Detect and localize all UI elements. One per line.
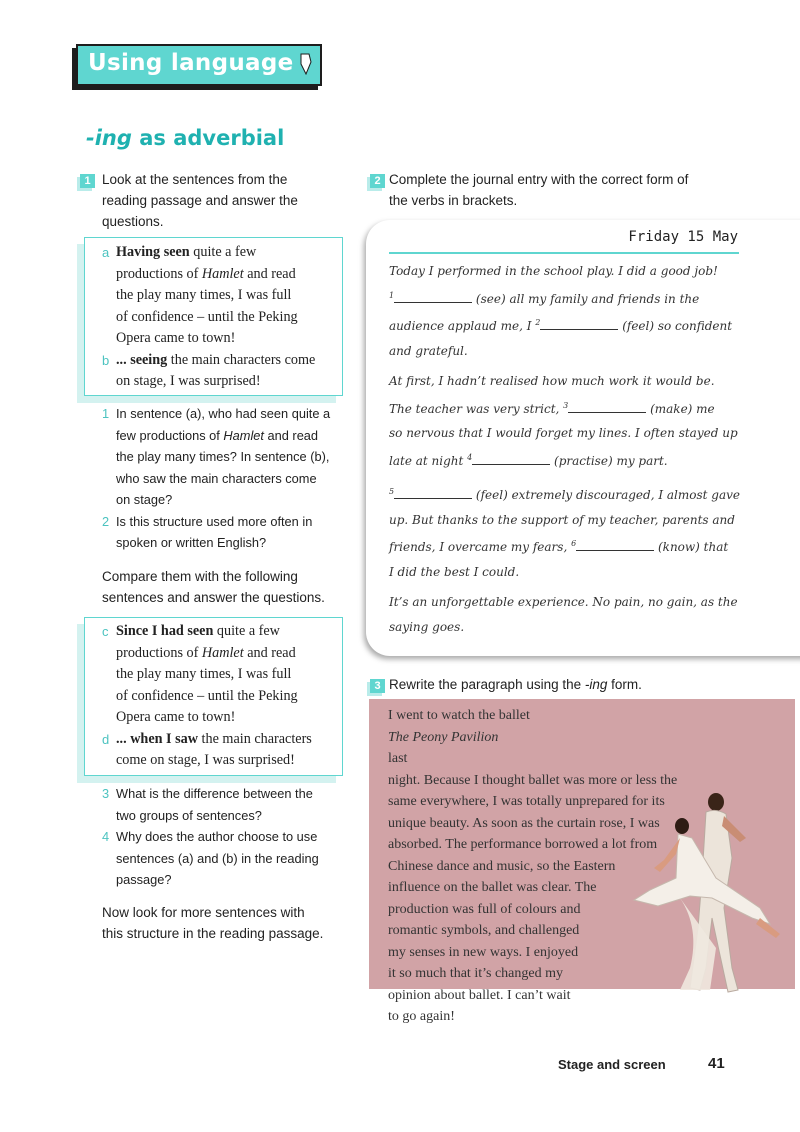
text-segment: friends, I overcame my fears,	[389, 540, 572, 554]
instruction-line: Now look for more sentences with	[102, 905, 305, 920]
text-segment: The teacher was very strict,	[389, 401, 564, 416]
text-line	[116, 664, 341, 686]
text-segment: passage?	[116, 872, 172, 887]
questions-1-2	[102, 403, 346, 554]
text-segment: quite a few	[189, 244, 257, 260]
example-sentence	[102, 621, 341, 729]
text-segment: (know) that	[654, 540, 729, 554]
blank-number: 2	[535, 318, 541, 327]
journal-line	[389, 339, 749, 364]
journal-divider	[389, 252, 739, 254]
text-segment: to go again!	[388, 1009, 455, 1024]
answer-blank	[394, 488, 472, 499]
instruction-line: questions.	[102, 214, 164, 229]
questions-3-4	[102, 783, 346, 891]
text-segment: Today I performed in the school play. I did a good job!	[389, 264, 718, 278]
text-segment: unique beauty. As soon as the curtain rose, I was	[388, 815, 660, 831]
example-letter: c	[102, 624, 109, 639]
text-segment: quite a few	[213, 623, 280, 639]
text-segment: Why does the author choose to use	[116, 829, 318, 844]
instruction-line: this structure in the reading passage.	[102, 926, 324, 941]
answer-blank	[576, 540, 654, 551]
italic-text: Hamlet	[201, 644, 244, 661]
blank-number: 5	[389, 487, 395, 496]
question-item	[102, 783, 346, 826]
bold-text: ... when I saw	[116, 730, 198, 747]
text-segment: who saw the main characters come	[116, 470, 317, 486]
text-line	[116, 425, 346, 447]
text-line	[116, 489, 346, 511]
text-segment: same everywhere, I was totally unprepared for its	[388, 794, 665, 809]
journal-date: Friday 15 May	[628, 229, 738, 245]
text-segment: and read	[243, 265, 296, 282]
example-sentence	[102, 350, 341, 393]
text-line	[116, 848, 346, 870]
italic-text: Hamlet	[201, 265, 244, 282]
text-line	[116, 285, 341, 307]
text-line	[116, 750, 341, 772]
instruction-line: reading passage and answer the	[102, 193, 298, 208]
text-line	[116, 826, 346, 848]
journal-line	[389, 560, 749, 585]
page-number: 41	[708, 1055, 725, 1072]
journal-line	[389, 446, 749, 474]
text-segment: my senses in new ways. I enjoyed	[388, 944, 579, 960]
example-letter: b	[102, 352, 110, 368]
examples-cd	[102, 621, 341, 772]
task-number-badge: 2	[370, 174, 385, 188]
text-line	[116, 446, 346, 468]
text-segment: What is the difference between the	[116, 786, 313, 801]
instruction-line: Complete the journal entry with the correct form of	[389, 172, 689, 187]
text-segment: (feel) so confident	[618, 319, 733, 333]
text-line	[116, 307, 341, 329]
text-segment: production was full of colours and	[388, 901, 581, 917]
text-segment: the main characters come	[167, 351, 316, 368]
text-segment: on stage?	[116, 492, 173, 507]
text-segment: (feel) extremely discouraged, I almost gave	[472, 488, 741, 502]
blank-number: 4	[467, 452, 473, 462]
text-segment: last	[388, 751, 408, 766]
answer-blank	[540, 319, 618, 330]
text-line	[116, 468, 346, 490]
task2-instruction	[389, 169, 688, 211]
journal-line	[389, 284, 749, 312]
journal-paragraph	[389, 590, 749, 639]
question-number: 2	[102, 513, 110, 529]
text-segment: absorbed. The performance borrowed a lot from	[388, 837, 658, 852]
instruction-line: Look at the sentences from the	[102, 172, 288, 187]
ballet-dancers-photo	[620, 768, 790, 998]
text-segment: In sentence (a), who had seen quite a	[116, 406, 331, 421]
text-segment: the play many times, I was full	[116, 666, 292, 682]
text-segment: the play many times, I was full	[116, 287, 292, 303]
text-segment: and read	[263, 427, 319, 443]
journal-paragraph	[389, 480, 749, 584]
text-segment: Rewrite the paragraph using the	[389, 677, 585, 692]
italic-text: The Peony Pavilion	[388, 729, 499, 745]
text-segment: Opera came to town!	[116, 709, 236, 725]
question-number: 3	[102, 786, 110, 801]
journal-line	[389, 615, 749, 640]
answer-blank	[394, 292, 472, 303]
text-line	[116, 264, 341, 286]
example-letter: a	[102, 245, 110, 260]
text-segment: it so much that it’s changed my	[388, 966, 563, 981]
text-line	[116, 328, 341, 350]
bookmark-icon	[300, 53, 312, 75]
text-segment: saying goes.	[389, 619, 465, 634]
text-segment: I went to watch the ballet	[388, 708, 530, 723]
text-segment: up. But thanks to the support of my teacher, parents and	[389, 512, 735, 527]
text-segment: (practise) my part.	[550, 453, 668, 468]
text-segment: At first, I hadn’t realised how much work it would be.	[389, 374, 715, 388]
text-line	[116, 532, 346, 554]
example-sentence	[102, 242, 341, 350]
journal-line	[389, 421, 749, 446]
section-banner	[76, 44, 322, 86]
text-segment: productions of	[116, 265, 202, 282]
text-line	[116, 783, 346, 805]
text-segment: and read	[243, 644, 296, 661]
banner-title: Using language	[88, 50, 294, 76]
text-line	[116, 242, 341, 264]
answer-blank	[568, 402, 646, 413]
text-segment: come on stage, I was surprised!	[116, 752, 295, 768]
journal-line	[389, 259, 749, 284]
journal-line	[389, 369, 749, 394]
text-segment: productions of	[116, 644, 202, 661]
text-segment: I did the best I could.	[389, 564, 520, 579]
question-number: 1	[102, 406, 110, 421]
text-segment: the main characters	[198, 730, 312, 747]
section-title	[86, 126, 284, 150]
text-segment: on stage, I was surprised!	[116, 373, 261, 389]
text-segment: sentences (a) and (b) in the reading	[116, 850, 319, 866]
text-segment: It’s an unforgettable experience. No pain, no gain, as the	[389, 595, 738, 609]
question-item	[102, 511, 346, 554]
closing-instruction	[102, 902, 323, 944]
bold-text: Having seen	[116, 244, 190, 260]
task-number-badge: 3	[370, 679, 385, 693]
example-sentence	[102, 729, 341, 772]
text-segment: night. Because I thought ballet was more or less the	[388, 772, 678, 788]
text-line	[116, 621, 341, 643]
text-segment: spoken or written English?	[116, 535, 267, 550]
question-item	[102, 403, 346, 511]
text-line	[116, 707, 341, 729]
text-line	[116, 350, 341, 372]
bold-text: ... seeing	[116, 351, 168, 368]
text-segment: of confidence – until the Peking	[116, 687, 298, 704]
text-segment: romantic symbols, and challenged	[388, 923, 580, 938]
journal-line	[389, 532, 749, 560]
journal-line	[389, 480, 749, 508]
text-line	[116, 511, 346, 533]
text-segment: audience applaud me, I	[389, 319, 536, 333]
bold-text: Since I had seen	[116, 623, 214, 639]
compare-instruction	[102, 566, 325, 608]
text-line	[116, 686, 341, 708]
italic-text: Hamlet	[223, 427, 264, 443]
task-number-badge: 1	[80, 174, 95, 188]
text-segment: form.	[607, 677, 642, 692]
text-segment: the play many times? In sentence (b),	[116, 449, 330, 464]
text-segment: and grateful.	[389, 343, 468, 358]
text-line	[116, 643, 341, 665]
text-segment: few productions of	[116, 427, 224, 443]
italic-text: -ing	[584, 677, 608, 692]
text-line	[116, 729, 341, 751]
text-segment: so nervous that I would forget my lines. I often stayed up	[389, 426, 738, 440]
text-line	[116, 805, 346, 827]
task1-instruction	[102, 169, 298, 232]
text-line	[116, 403, 346, 425]
task3-instruction	[389, 674, 642, 695]
section-title-prefix: -ing	[86, 126, 132, 150]
blank-number: 1	[389, 290, 395, 300]
example-letter: d	[102, 731, 110, 747]
instruction-line: Compare them with the following	[102, 569, 298, 584]
text-segment: late at night	[389, 453, 468, 468]
text-segment: (see) all my family and friends in the	[472, 291, 700, 306]
blank-number: 3	[563, 400, 569, 410]
text-segment: Chinese dance and music, so the Eastern	[388, 858, 616, 874]
examples-ab	[102, 242, 341, 393]
blank-number: 6	[571, 539, 577, 548]
question-item	[102, 826, 346, 891]
paragraph-line	[388, 1006, 718, 1028]
journal-line	[389, 508, 749, 533]
instruction-line: sentences and answer the questions.	[102, 590, 325, 605]
text-line	[116, 371, 341, 393]
section-title-rest: as adverbial	[131, 126, 285, 150]
journal-line	[389, 590, 749, 615]
journal-line	[389, 311, 749, 339]
text-segment: two groups of sentences?	[116, 807, 262, 823]
question-number: 4	[102, 829, 110, 844]
text-segment: of confidence – until the Peking	[116, 308, 298, 325]
text-line	[116, 869, 346, 891]
text-segment: Opera came to town!	[116, 330, 236, 346]
instruction-line: the verbs in brackets.	[389, 193, 518, 208]
text-segment: (make) me	[646, 401, 715, 416]
text-segment: influence on the ballet was clear. The	[388, 880, 597, 895]
answer-blank	[472, 454, 550, 465]
text-segment: Is this structure used more often in	[116, 513, 313, 529]
text-segment: opinion about ballet. I can’t wait	[388, 987, 571, 1003]
paragraph-line	[388, 705, 718, 770]
journal-line	[389, 394, 749, 422]
journal-paragraph	[389, 369, 749, 473]
journal-paragraph	[389, 259, 749, 363]
footer-chapter-title: Stage and screen	[558, 1057, 666, 1072]
